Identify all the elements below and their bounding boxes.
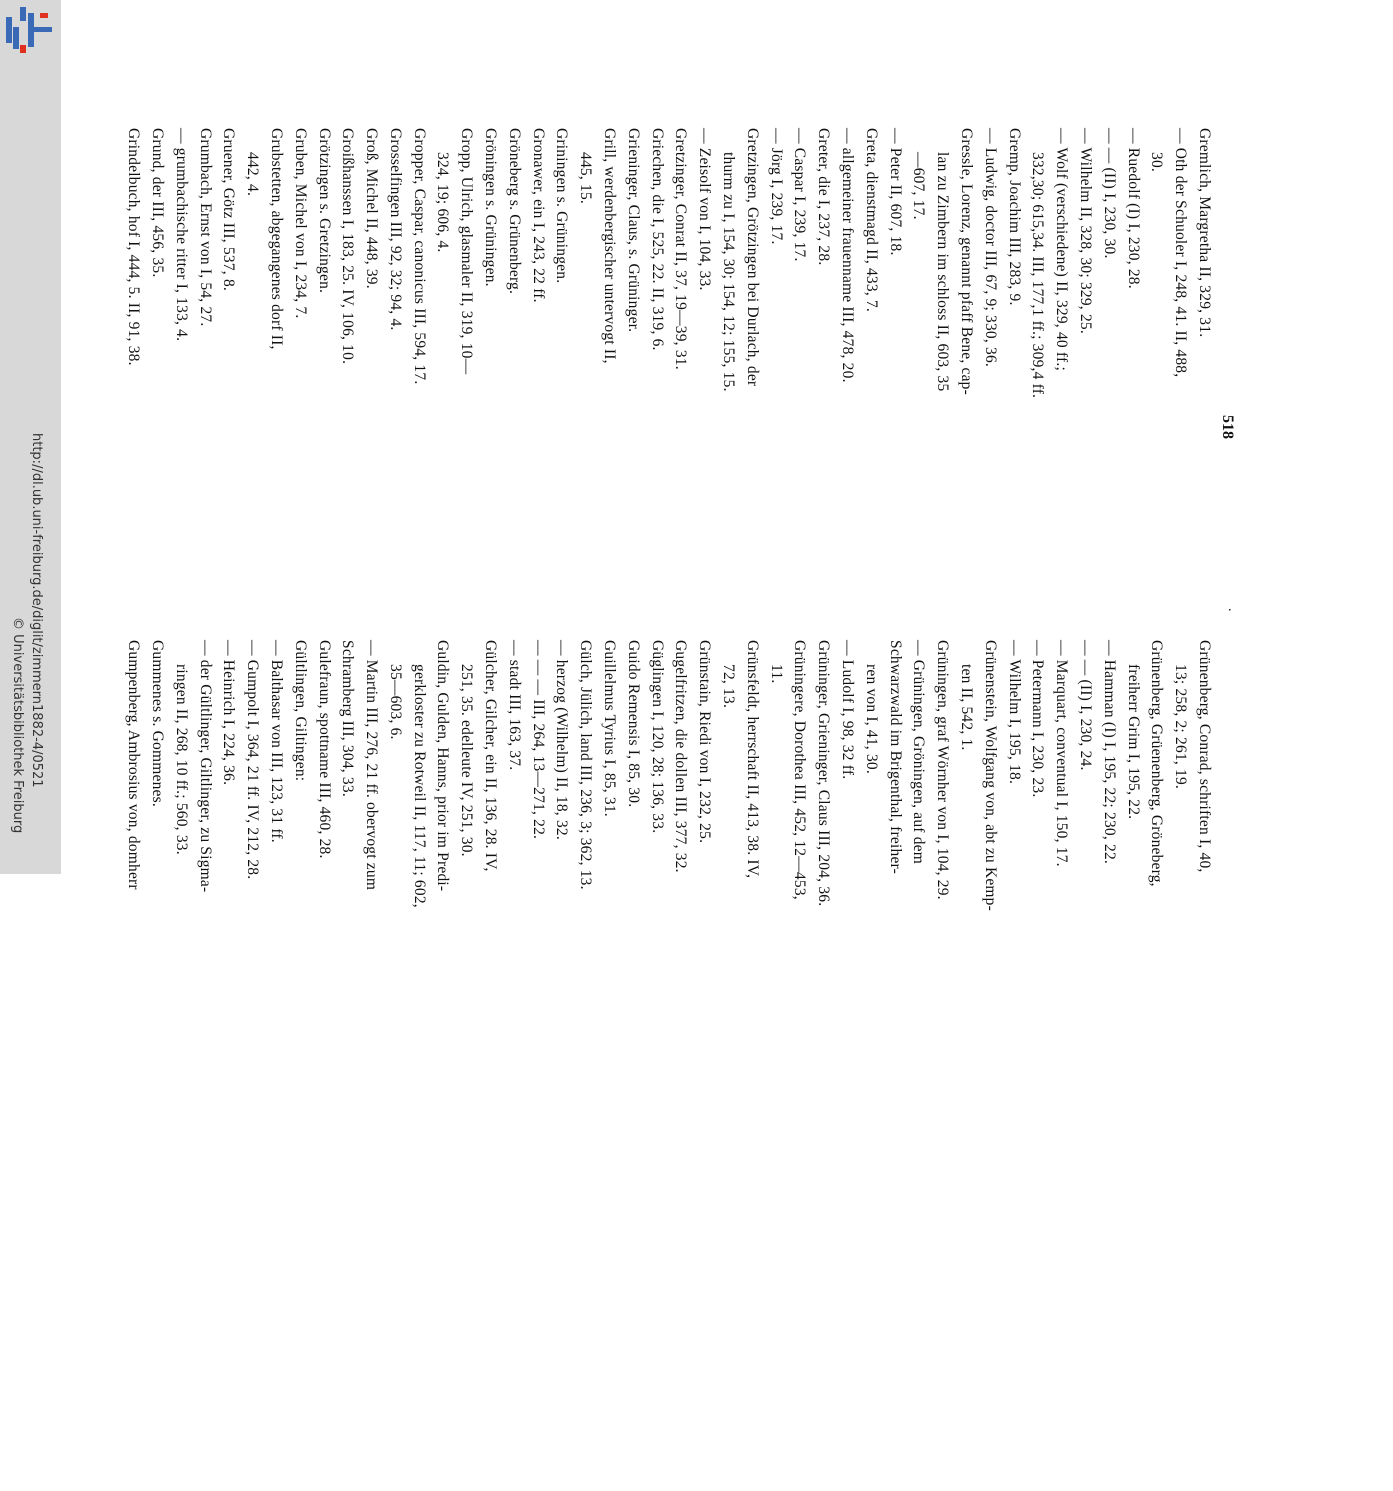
index-entry: — Caspar I, 239, 17.: [791, 128, 809, 262]
index-entry: Gremp, Joachim III, 283, 9.: [1005, 128, 1023, 306]
index-entry: — der Gültlinger, Giltlinger, zu Sigma-: [196, 640, 214, 893]
index-entry: Schramberg III, 304, 33.: [339, 640, 357, 797]
index-entry: Gülch, Jülich, land III, 236, 3; 362, 13.: [577, 640, 595, 890]
index-entry: — Jörg I, 239, 17.: [767, 128, 785, 245]
index-entry: Grosselfingen III, 92, 32; 94, 4.: [386, 128, 404, 331]
index-entry: — Balthasar von III, 123, 31 ff.: [267, 640, 285, 843]
index-entry: 324, 19; 606, 4.: [434, 152, 452, 253]
index-entry: freiherr Grim I, 195, 22.: [1124, 664, 1142, 820]
index-entry: ren von I, 41, 30.: [862, 664, 880, 774]
index-entry: Gulefraun, spottname III, 460, 28.: [315, 640, 333, 859]
left-column: [121, 128, 1216, 593]
index-entry: 332,30; 615,34. III, 177,1 ff.; 309,4 ff.: [1029, 152, 1047, 399]
index-entry: Grünenstein, Wolfgang von, abt zu Kemp-: [981, 640, 999, 911]
index-entry: Gumpenberg, Ambrosius von, domherr: [125, 640, 143, 890]
index-entry: 445, 15.: [577, 152, 595, 204]
index-entry: 442, 4.: [244, 152, 262, 197]
index-entry: Griechen, die I, 525, 22. II, 319, 6.: [648, 128, 666, 351]
index-entry: 251, 35. edelleute IV, 251, 30.: [458, 664, 476, 857]
index-entry: 72, 13.: [720, 664, 738, 709]
right-column: [121, 640, 1216, 1105]
index-entry: Groißhanssen I, 183, 25. IV, 106, 10.: [339, 128, 357, 365]
index-entry: Gruener, Götz III, 537, 8.: [220, 128, 238, 291]
index-entry: Grumbach, Ernst von I, 54, 27.: [196, 128, 214, 327]
index-entry: Grötzingen s. Gretzingen.: [315, 128, 333, 294]
index-entry: — grumbachische ritter I, 133, 4.: [172, 128, 190, 342]
index-entry: Grünsfeldt, herrschaft II, 413, 38. IV,: [743, 640, 761, 879]
index-entry: Gropper, Caspar, canonicus III, 594, 17.: [410, 128, 428, 385]
index-entry: — Wolf (verschiedene) II, 329, 40 ff.;: [1053, 128, 1071, 371]
index-entry: Gremlich, Margretha II, 329, 31.: [1196, 128, 1213, 338]
index-entry: — — (II) I, 230, 30.: [1100, 128, 1118, 259]
index-entry: — stadt III, 163, 37.: [505, 640, 523, 771]
index-entry: 13; 258, 2; 261, 19.: [1172, 664, 1190, 789]
index-entry: Grund, der III, 456, 35.: [148, 128, 166, 278]
index-entry: Grieninger, Claus, s. Grüninger.: [624, 128, 642, 333]
scanned-page: [125, 128, 1240, 911]
index-entry: — Ludwig, doctor III, 67, 9; 330, 36.: [981, 128, 999, 368]
index-entry: Schwarzwald im Brigenthal, freiher-: [886, 640, 904, 874]
index-entry: Greta, dienstmagd II, 433, 7.: [862, 128, 880, 313]
index-entry: Gülcher, Gilcher, ein II, 136, 28. IV,: [482, 640, 500, 872]
index-entry: — Gumpolt I, 364, 21 ff. IV, 212, 28.: [244, 640, 262, 880]
index-entry: — — (II) I, 230, 24.: [1077, 640, 1095, 771]
index-entry: Gruben, Michel von I, 234, 7.: [291, 128, 309, 319]
index-entry: Groß, Michel II, 448, 39.: [363, 128, 381, 289]
index-entry: Grünenberg, Grüenenberg, Gröneberg,: [1148, 640, 1166, 887]
index-entry: Gressle, Lorenz, genannt pfaff Bene, cap-: [958, 128, 976, 395]
index-entry: 30.: [1148, 152, 1166, 172]
index-entry: — Marquart, conventual I, 150, 17.: [1053, 640, 1071, 867]
index-entry: — Peter II, 607, 18.: [886, 128, 904, 256]
index-entry: Guido Remensis I, 85, 30.: [624, 640, 642, 808]
index-entry: — Oth der Schuoler I, 248, 41. II, 488,: [1172, 128, 1190, 378]
index-entry: Gültlingen, Giltingen:: [291, 640, 309, 782]
index-entry: —607, 17.: [910, 152, 928, 220]
index-entry: gerkloster zu Rotweil II, 117, 11; 602,: [410, 664, 428, 908]
index-entry: Greter, die I, 237, 28.: [815, 128, 833, 266]
index-entry: — Wilhelm II, 328, 30; 329, 25.: [1077, 128, 1095, 334]
index-entry: Gronawer, ein I, 243, 22 ff.: [529, 128, 547, 303]
index-entry: — Heinrich I, 224, 36.: [220, 640, 238, 786]
page-mark: .: [1225, 608, 1240, 612]
index-entry: Grüningere, Dorothea III, 452, 12—453,: [791, 640, 809, 900]
index-entry: Gretzinger, Conrat II, 37, 19—39, 31.: [672, 128, 690, 370]
index-entry: Grubstetten, abgegangenes dorf II,: [267, 128, 285, 350]
index-entry: Gretzingen, Grötzingen bei Durlach, der: [743, 128, 761, 387]
index-entry: — Zeisolf von I, 104, 33.: [696, 128, 714, 291]
index-entry: Grill, werdenbergischer untervogt II,: [601, 128, 619, 364]
index-entry: — Ludolf I, 98, 32 ff.: [839, 640, 857, 780]
index-entry: Griningen s. Grüningen.: [553, 128, 571, 284]
index-entry: — — — III, 264, 13—271, 22.: [529, 640, 547, 840]
permalink-url[interactable]: http://dl.ub.uni-freiburg.de/diglit/zimmern1882-4/0521: [29, 433, 44, 788]
index-entry: — Petermann I, 230, 23.: [1029, 640, 1047, 798]
index-entry: ringen II, 268, 10 ff.; 560, 33.: [172, 664, 190, 855]
index-entry: — allgemeiner frauenname III, 478, 20.: [839, 128, 857, 383]
sidebar: [0, 0, 61, 874]
index-entry: Gummenes s. Gommenes.: [148, 640, 166, 807]
page-number: 518: [1219, 415, 1236, 439]
index-entry: Güglingen I, 120, 28; 136, 33.: [648, 640, 666, 834]
copyright-notice: © Universitätsbibliothek Freiburg: [10, 617, 25, 834]
index-entry: Grüninger, Grieninger, Claus III, 204, 36.: [815, 640, 833, 907]
index-entry: — Ruedolf (I) I, 230, 28.: [1124, 128, 1142, 289]
index-entry: Guldin, Gulden, Hanns, prior im Predi-: [434, 640, 452, 892]
index-entry: Grüningen, graf Wörnher von I, 104, 29.: [934, 640, 952, 900]
university-logo-icon[interactable]: [4, 7, 54, 53]
index-entry: Grünenberg, Conrad, schriften I, 40,: [1196, 640, 1213, 873]
index-entry: Grünstain, Riedi von I, 232, 25.: [696, 640, 714, 844]
index-entry: 11.: [767, 664, 785, 684]
index-entry: — herzog (Wilhelm) II, 18, 32.: [553, 640, 571, 840]
index-entry: Gröningen s. Grüningen.: [482, 128, 500, 287]
index-entry: — Martin III, 276, 21 ff. obervogt zum: [363, 640, 381, 891]
index-entry: Gropp, Ulrich, glasmaler II, 319, 10—: [458, 128, 476, 375]
index-entry: Gröneberg s. Grünenberg.: [505, 128, 523, 295]
index-entry: Gugelfritzen, die dollen III, 377, 32.: [672, 640, 690, 873]
index-entry: — Grüningen, Gröningen, auf dem: [910, 640, 928, 865]
index-entry: lan zu Zimbern im schloss II, 603, 35: [934, 152, 952, 392]
index-entry: ten II, 542, 1.: [958, 664, 976, 751]
index-entry: Guillelmus Tyrius I, 85, 31.: [601, 640, 619, 817]
index-entry: — Wilhelm I, 195, 18.: [1005, 640, 1023, 785]
index-entry: 35—603, 6.: [386, 664, 404, 740]
index-entry: Grindelbuch, hof I, 444, 5. II, 91, 38.: [125, 128, 143, 366]
index-entry: thurm zu I, 154, 30; 154, 12; 155, 15.: [720, 152, 738, 392]
index-entry: — Hamman (I) I, 195, 22; 230, 22.: [1100, 640, 1118, 864]
